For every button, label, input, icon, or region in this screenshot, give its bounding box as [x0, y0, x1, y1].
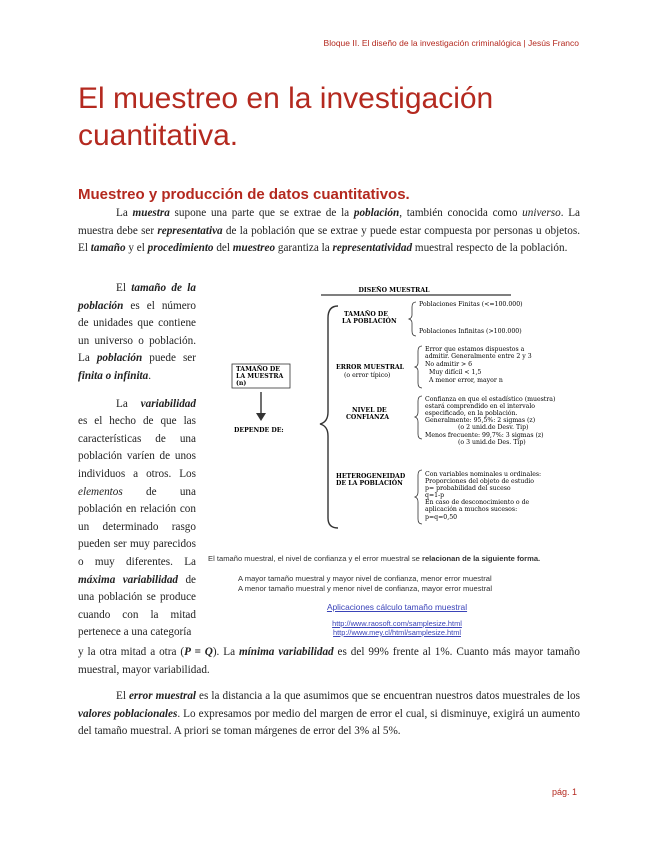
diagram-heading: DISEÑO MUESTRAL: [358, 287, 430, 294]
node-population-size-1: TAMAÑO DE: [344, 311, 388, 318]
n4-item-1: Con variables nominales u ordinales:: [425, 471, 542, 478]
n3-item-2: estará comprendido en el intervalo: [425, 403, 536, 410]
n3-item-7: (o 3 unid.de Des. Tip): [458, 439, 526, 446]
n3-item-4: Generalmente: 95,5%: 2 sigmas (z): [425, 417, 536, 424]
n2-item-3: No admitir > 6: [425, 361, 473, 368]
population-size-paragraph: El tamaño de la población es el número de unidades que contiene un universo o población. La población puede ser finita o infinita.: [78, 282, 196, 382]
figure-caption: El tamaño muestral, el nivel de confianza y el error muestral se relacionan de la siguiente forma.: [208, 554, 541, 563]
left-box-line-2: LA MUESTRA: [236, 373, 284, 380]
n1-item-1: Poblaciones Finitas (<=100.000): [419, 301, 523, 308]
raosoft-link[interactable]: http://www.raosoft.com/samplesize.html: [332, 619, 462, 628]
page-title: El muestreo en la investigación cuantitativa.: [78, 82, 494, 152]
section-subtitle: Muestreo y producción de datos cuantitativos.: [78, 186, 410, 203]
sample-design-figure: [208, 282, 586, 637]
intro-paragraph: La muestra supone una parte que se extrae de la población, también conocida como universo. La muestra debe ser representativa de la población que se extrae y puede estar compuesta por personas u objetos. El tamaño y el procedimiento del muestreo garantiza la representatividad muestral respecto de la población.: [78, 207, 580, 255]
n3-item-3: especificado, en la población.: [425, 410, 518, 417]
n3-item-5: (o 2 unid.de Desv. Tip): [458, 424, 529, 431]
node-sampling-error-2: (o error típico): [344, 372, 391, 379]
left-text-column: [78, 280, 196, 652]
n3-item-6: Menos frecuente: 99,7%: 3 sigmas (z): [425, 432, 544, 439]
n4-item-7: p=q=0,50: [425, 514, 458, 521]
node-heterogeneity-1: HETEROGENEIDAD: [336, 473, 406, 480]
n2-item-5: A menor error, mayor n: [429, 377, 503, 384]
n4-item-4: q=1-p: [425, 492, 445, 499]
calculators-link-title[interactable]: Aplicaciones cálculo tamaño muestral: [326, 602, 468, 612]
n3-item-1: Confianza en que el estadístico (muestra): [425, 396, 556, 403]
page-number: pág. 1: [551, 787, 577, 797]
sampling-error-paragraph: El error muestral es la distancia a la que asumimos que se encuentran nuestros datos muestrales de los valores poblacionales. Lo expresamos por medio del margen de error el cual, si disminuye, exigirá un aumento del tamaño muestral. A priori se toman márgenes de error del 3% al 5%.: [78, 690, 580, 738]
node-heterogeneity-2: DE LA POBLACIÓN: [336, 480, 403, 487]
n2-item-1: Error que estamos dispuestos a: [425, 346, 525, 353]
mey-link[interactable]: http://www.mey.cl/html/samplesize.html: [333, 628, 461, 637]
main-brace: [320, 306, 338, 528]
n4-item-5: En caso de desconocimiento o de: [425, 499, 530, 506]
variability-paragraph: La variabilidad es el hecho de que las características de una población varíen de unos individuos a otros. Los elementos de una población en relación con un determinado rasgo pueden ser muy parecidos o muy diferentes. La máxima variabilidad de una población se produce cuando con la mitad pertenece a una categoría: [78, 397, 197, 639]
node-confidence-2: CONFIANZA: [346, 414, 390, 421]
n1-item-2: Poblaciones Infinitas (>100.000): [419, 328, 522, 335]
running-header: Bloque II. El diseño de la investigación criminalógica | Jesús Franco: [323, 38, 579, 48]
down-arrow-icon: [256, 413, 266, 421]
variability-continuation: y la otra mitad a otra (P = Q). La mínima variabilidad es del 99% frente al 1%. Cuanto más mayor tamaño muestral, mayor variabilidad.: [78, 646, 580, 676]
n4-item-6: aplicación a muchos sucesos:: [425, 506, 518, 513]
n4-item-3: p= probabilidad del suceso: [425, 485, 511, 492]
relation-line-1: A mayor tamaño muestral y mayor nivel de confianza, menor error muestral: [238, 574, 492, 583]
node-sampling-error-1: ERROR MUESTRAL: [336, 364, 405, 371]
sample-design-diagram: [226, 282, 571, 530]
left-box-line-3: (n): [236, 380, 247, 387]
depende-de-label: DEPENDE DE:: [234, 427, 284, 434]
left-box-line-1: TAMAÑO DE: [236, 366, 280, 373]
n2-item-2: admitir. Generalmente entre 2 y 3: [425, 353, 532, 360]
relation-line-2: A menor tamaño muestral y menor nivel de confianza, mayor error muestral: [238, 584, 493, 593]
n2-item-4: Muy difícil < 1,5: [429, 369, 482, 376]
node-population-size-2: LA POBLACIÓN: [342, 318, 397, 325]
node-confidence-1: NIVEL DE: [352, 407, 387, 414]
n4-item-2: Proporciones del objeto de estudio: [425, 478, 535, 485]
